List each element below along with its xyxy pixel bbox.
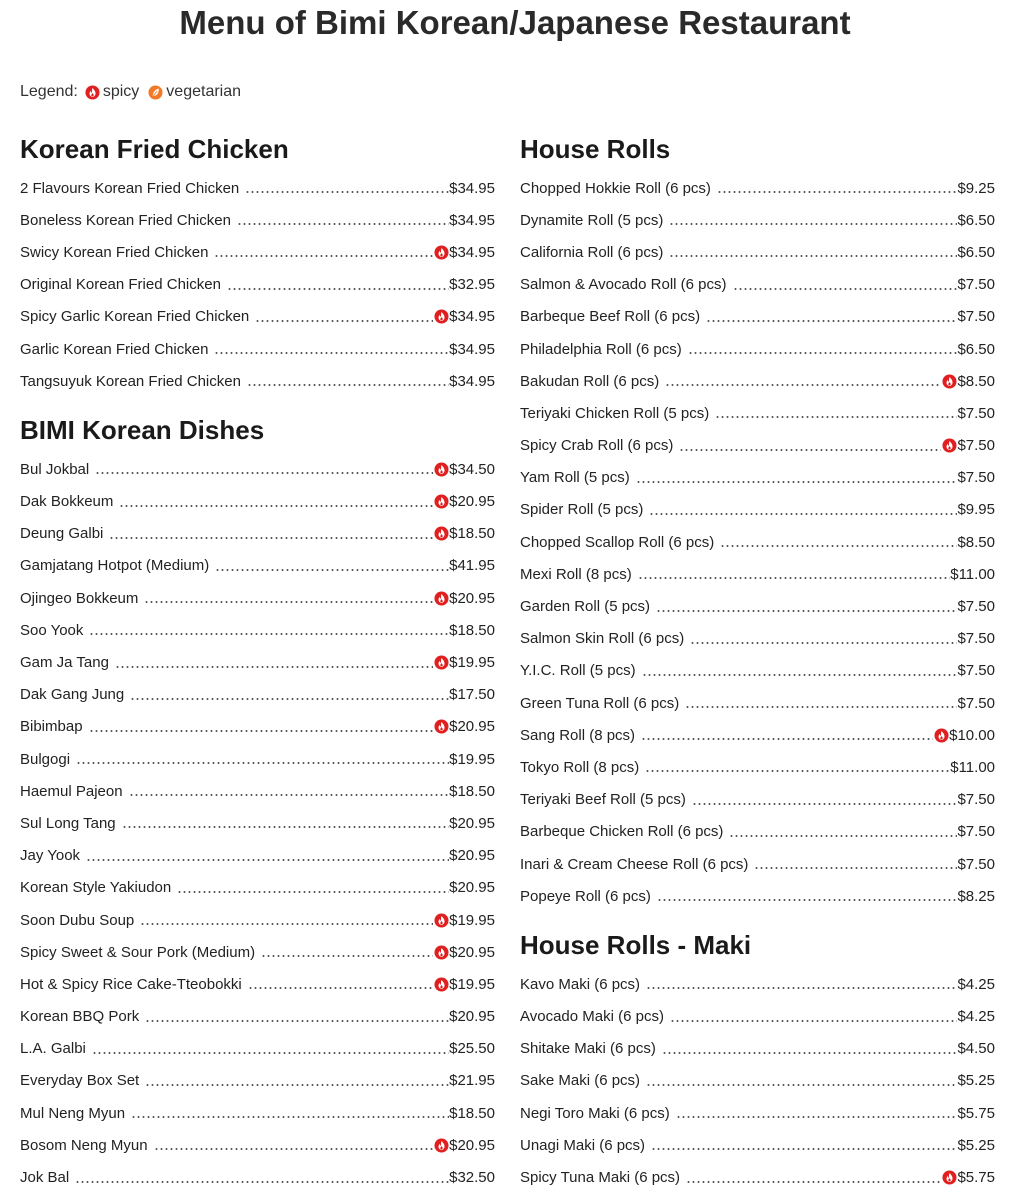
menu-item [520, 1129, 995, 1161]
spicy-marker [434, 977, 449, 992]
dot-leader [144, 600, 433, 604]
menu-item-price: $20.95 [449, 814, 495, 832]
menu-item-name: Philadelphia Roll (6 pcs) [520, 340, 682, 358]
menu-items [520, 968, 995, 1193]
menu-item-price: $7.50 [957, 437, 995, 455]
menu-item-name: Gam Ja Tang [20, 654, 109, 672]
dot-leader [237, 222, 449, 226]
menu-item-price: $9.25 [957, 179, 995, 197]
menu-item-price: $10.00 [949, 726, 995, 744]
menu-item-price: $7.50 [957, 855, 995, 873]
dot-leader [255, 319, 433, 323]
dot-leader [214, 254, 433, 258]
menu-item-price: $5.25 [957, 1072, 995, 1090]
menu-item-name: Salmon & Avocado Roll (6 pcs) [520, 276, 727, 294]
menu-item-price: $21.95 [449, 1072, 495, 1090]
menu-item [520, 590, 995, 622]
menu-item [520, 1001, 995, 1033]
menu-item [20, 904, 495, 936]
menu-item-name: Sake Maki (6 pcs) [520, 1072, 641, 1090]
menu-item-name: Negi Toro Maki (6 pcs) [520, 1104, 670, 1122]
dot-leader [227, 287, 449, 291]
menu-item-price: $7.50 [957, 404, 995, 422]
menu-item-price: $20.95 [449, 847, 495, 865]
menu-item [20, 1001, 495, 1033]
section-title: BIMI Korean Dishes [20, 415, 265, 446]
menu-item-name: Bulgogi [20, 750, 71, 768]
menu-item [520, 301, 995, 333]
menu-item [520, 719, 995, 751]
menu-item [20, 453, 495, 485]
menu-item-name: Kavo Maki (6 pcs) [520, 975, 641, 993]
menu-item-name: Mul Neng Myun [20, 1104, 126, 1122]
spicy-marker [942, 1170, 957, 1185]
menu-item-name: Chopped Hokkie Roll (6 pcs) [520, 179, 711, 197]
dot-leader [76, 761, 449, 765]
menu-item [520, 880, 995, 912]
menu-item-name: Spider Roll (5 pcs) [520, 501, 644, 519]
menu-item-name: Bosom Neng Myun [20, 1136, 148, 1154]
menu-item-price: $20.95 [449, 589, 495, 607]
menu-item-name: Y.I.C. Roll (5 pcs) [520, 662, 636, 680]
menu-item [20, 1097, 495, 1129]
menu-item-name: Green Tuna Roll (6 pcs) [520, 694, 680, 712]
menu-item [520, 204, 995, 236]
menu-item [520, 687, 995, 719]
dot-leader [676, 1115, 958, 1119]
dot-leader [733, 287, 958, 291]
section-title: House Rolls [520, 134, 671, 164]
menu-column-left [20, 132, 495, 1194]
menu-item-price: $8.50 [957, 372, 995, 390]
menu-item [520, 1065, 995, 1097]
dot-leader [245, 190, 449, 194]
flame-icon [434, 719, 449, 734]
menu-item [20, 775, 495, 807]
dot-leader [688, 351, 958, 355]
menu-item [20, 236, 495, 268]
dot-leader [154, 1147, 434, 1151]
menu-item-price: $7.50 [957, 694, 995, 712]
menu-item [20, 301, 495, 333]
menu-item-price: $19.95 [449, 654, 495, 672]
menu-item-price: $9.95 [957, 501, 995, 519]
menu-item [20, 679, 495, 711]
dot-leader [649, 512, 957, 516]
menu-item-name: Tangsuyuk Korean Fried Chicken [20, 372, 241, 390]
legend-spicy [85, 83, 139, 101]
menu-item-price: $8.50 [957, 533, 995, 551]
flame-icon [434, 245, 449, 260]
menu-item-name: Haemul Pajeon [20, 782, 123, 800]
menu-item-price: $7.50 [957, 276, 995, 294]
menu-item [20, 333, 495, 365]
dot-leader [692, 802, 958, 806]
menu-item-price: $7.50 [957, 469, 995, 487]
dot-leader [140, 922, 433, 926]
dot-leader [248, 986, 433, 990]
dot-leader [685, 705, 957, 709]
flame-icon [942, 374, 957, 389]
spicy-marker [434, 309, 449, 324]
menu-item [520, 494, 995, 526]
menu-item-name: Boneless Korean Fried Chicken [20, 211, 231, 229]
dot-leader [115, 665, 433, 669]
menu-item-name: Mexi Roll (8 pcs) [520, 565, 632, 583]
dot-leader [670, 1019, 958, 1023]
menu-item [520, 269, 995, 301]
menu-item-name: Spicy Crab Roll (6 pcs) [520, 437, 674, 455]
menu-item-price: $20.95 [449, 718, 495, 736]
legend-spicy-label: spicy [102, 83, 140, 100]
dot-leader [641, 737, 933, 741]
menu-item-price: $32.95 [449, 276, 495, 294]
menu-item-name: Dak Bokkeum [20, 493, 114, 511]
menu-item-name: Korean Style Yakiudon [20, 879, 172, 897]
flame-icon [434, 462, 449, 477]
spicy-marker [942, 374, 957, 389]
dot-leader [646, 1083, 957, 1087]
menu-item [20, 204, 495, 236]
menu-item-name: Jay Yook [20, 847, 81, 865]
flame-icon [434, 526, 449, 541]
dot-leader [690, 641, 957, 645]
legend-label: Legend: [20, 83, 78, 100]
menu-item-name: Tokyo Roll (8 pcs) [520, 758, 640, 776]
menu-item-price: $32.50 [449, 1169, 495, 1187]
menu-item [520, 1097, 995, 1129]
menu-section [520, 132, 995, 912]
menu-item-price: $18.50 [449, 525, 495, 543]
dot-leader [89, 729, 434, 733]
menu-item-name: Inari & Cream Cheese Roll (6 pcs) [520, 855, 749, 873]
menu-items [20, 453, 495, 1193]
dot-leader [645, 769, 950, 773]
menu-item-price: $11.00 [950, 758, 995, 776]
spicy-marker [934, 728, 949, 743]
dot-leader [75, 1180, 449, 1184]
section-title: House Rolls - Maki [520, 930, 752, 961]
menu-item [520, 236, 995, 268]
spicy-marker [434, 526, 449, 541]
menu-item [20, 486, 495, 518]
menu-item-price: $19.95 [449, 911, 495, 929]
dot-leader [131, 1115, 449, 1119]
dot-leader [86, 858, 449, 862]
spicy-marker [942, 438, 957, 453]
menu-item [520, 816, 995, 848]
dot-leader [636, 480, 958, 484]
menu-item [520, 172, 995, 204]
dot-leader [129, 793, 450, 797]
dot-leader [89, 632, 449, 636]
dot-leader [638, 576, 951, 580]
menu-item-name: Salmon Skin Roll (6 pcs) [520, 630, 685, 648]
menu-item-price: $6.50 [957, 340, 995, 358]
dot-leader [717, 190, 958, 194]
menu-item [20, 582, 495, 614]
menu-item-price: $11.00 [950, 565, 995, 583]
flame-icon [934, 728, 949, 743]
menu-item [20, 936, 495, 968]
menu-item-name: L.A. Galbi [20, 1040, 86, 1058]
flame-icon [85, 85, 100, 100]
menu-item-name: Teriyaki Chicken Roll (5 pcs) [520, 404, 710, 422]
menu-section [20, 413, 495, 1193]
menu-item-price: $4.25 [957, 975, 995, 993]
dot-leader [669, 254, 957, 258]
menu-item-price: $20.95 [449, 943, 495, 961]
menu-item-name: Bakudan Roll (6 pcs) [520, 372, 660, 390]
menu-item-name: Dynamite Roll (5 pcs) [520, 211, 664, 229]
menu-item [20, 1065, 495, 1097]
menu-item-price: $18.50 [449, 782, 495, 800]
menu-item-price: $34.95 [449, 179, 495, 197]
dot-leader [247, 383, 449, 387]
dot-leader [92, 1051, 449, 1055]
menu-item-name: Bul Jokbal [20, 460, 90, 478]
dot-leader [145, 1083, 449, 1087]
menu-item-price: $20.95 [449, 493, 495, 511]
dot-leader [686, 1180, 941, 1184]
legend [20, 82, 250, 102]
menu-item-name: Yam Roll (5 pcs) [520, 469, 630, 487]
dot-leader [656, 609, 957, 613]
flame-icon [434, 1138, 449, 1153]
dot-leader [754, 866, 957, 870]
spicy-marker [434, 462, 449, 477]
menu-item-name: Popeye Roll (6 pcs) [520, 887, 651, 905]
menu-item-name: Soon Dubu Soup [20, 911, 135, 929]
menu-item [20, 840, 495, 872]
menu-item-name: Unagi Maki (6 pcs) [520, 1136, 646, 1154]
spicy-marker [434, 494, 449, 509]
menu-item [520, 1161, 995, 1193]
menu-item [20, 968, 495, 1000]
menu-item [20, 550, 495, 582]
menu-item-price: $7.50 [957, 823, 995, 841]
menu-item-price: $41.95 [449, 557, 495, 575]
menu-item-price: $18.50 [449, 621, 495, 639]
menu-item-price: $7.50 [957, 630, 995, 648]
dot-leader [679, 448, 941, 452]
menu-item-price: $4.50 [957, 1040, 995, 1058]
menu-item [520, 397, 995, 429]
menu-item-name: Deung Galbi [20, 525, 104, 543]
menu-item [520, 430, 995, 462]
menu-item [20, 1033, 495, 1065]
menu-item-name: Gamjatang Hotpot (Medium) [20, 557, 210, 575]
dot-leader [642, 673, 958, 677]
menu-item-name: Swicy Korean Fried Chicken [20, 243, 209, 261]
menu-item-price: $18.50 [449, 1104, 495, 1122]
dot-leader [109, 536, 433, 540]
flame-icon [434, 655, 449, 670]
menu-item-price: $20.95 [449, 1136, 495, 1154]
menu-item [20, 614, 495, 646]
menu-section [20, 132, 495, 397]
menu-item-price: $34.95 [449, 243, 495, 261]
spicy-marker [434, 245, 449, 260]
menu-item-price: $34.50 [449, 460, 495, 478]
menu-item-name: Spicy Tuna Maki (6 pcs) [520, 1169, 681, 1187]
spicy-marker [434, 719, 449, 734]
flame-icon [434, 945, 449, 960]
menu-item-name: Sang Roll (8 pcs) [520, 726, 636, 744]
dot-leader [119, 504, 433, 508]
menu-item-name: Jok Bal [20, 1169, 70, 1187]
menu-item-price: $20.95 [449, 1008, 495, 1026]
spicy-marker [434, 945, 449, 960]
menu-item [520, 365, 995, 397]
menu-item [20, 172, 495, 204]
menu-item-price: $5.75 [957, 1169, 995, 1187]
dot-leader [177, 890, 449, 894]
menu-item-name: Spicy Garlic Korean Fried Chicken [20, 308, 250, 326]
menu-item [520, 848, 995, 880]
menu-item-price: $6.50 [957, 211, 995, 229]
menu-item-name: Everyday Box Set [20, 1072, 140, 1090]
dot-leader [729, 834, 957, 838]
dot-leader [145, 1019, 449, 1023]
dot-leader [215, 568, 449, 572]
menu-item [20, 269, 495, 301]
dot-leader [665, 383, 941, 387]
menu-item [20, 646, 495, 678]
menu-item [20, 807, 495, 839]
menu-item [20, 1161, 495, 1193]
menu-item [20, 872, 495, 904]
menu-item-price: $19.95 [449, 975, 495, 993]
menu-item [520, 526, 995, 558]
flame-icon [434, 309, 449, 324]
menu-item-price: $5.25 [957, 1136, 995, 1154]
menu-items [520, 172, 995, 912]
leaf-icon [148, 85, 163, 100]
menu-item-price: $34.95 [449, 372, 495, 390]
menu-item-price: $19.95 [449, 750, 495, 768]
flame-icon [434, 913, 449, 928]
dot-leader [646, 986, 957, 990]
menu-item-name: Chopped Scallop Roll (6 pcs) [520, 533, 715, 551]
dot-leader [720, 544, 957, 548]
menu-item-price: $8.25 [957, 887, 995, 905]
dot-leader [657, 898, 958, 902]
dot-leader [669, 222, 957, 226]
menu-item-price: $34.95 [449, 340, 495, 358]
dot-leader [706, 319, 957, 323]
menu-item-name: California Roll (6 pcs) [520, 243, 664, 261]
menu-item-name: Bibimbap [20, 718, 83, 736]
menu-item [20, 743, 495, 775]
menu-item-name: Garden Roll (5 pcs) [520, 598, 651, 616]
menu-item-price: $7.50 [957, 662, 995, 680]
menu-item [520, 784, 995, 816]
menu-item-name: Soo Yook [20, 621, 84, 639]
menu-item-name: Korean BBQ Pork [20, 1008, 140, 1026]
flame-icon [434, 494, 449, 509]
menu-item-name: Teriyaki Beef Roll (5 pcs) [520, 791, 686, 809]
menu-item [520, 462, 995, 494]
menu-item [520, 1033, 995, 1065]
menu-item-price: $34.95 [449, 308, 495, 326]
menu-item [20, 711, 495, 743]
menu-item-name: Original Korean Fried Chicken [20, 276, 221, 294]
flame-icon [434, 977, 449, 992]
page-title: Menu of Bimi Korean/Japanese Restaurant [179, 4, 851, 41]
menu-item-price: $25.50 [449, 1040, 495, 1058]
dot-leader [130, 697, 449, 701]
menu-item-name: Shitake Maki (6 pcs) [520, 1040, 656, 1058]
menu-item-name: Hot & Spicy Rice Cake-Tteobokki [20, 975, 242, 993]
menu-item [20, 518, 495, 550]
menu-item-name: Garlic Korean Fried Chicken [20, 340, 209, 358]
dot-leader [715, 415, 957, 419]
legend-vegetarian-label: vegetarian [166, 83, 242, 100]
menu-item-name: Ojingeo Bokkeum [20, 589, 139, 607]
flame-icon [942, 1170, 957, 1185]
menu-item-price: $5.75 [957, 1104, 995, 1122]
menu-item [520, 623, 995, 655]
flame-icon [434, 591, 449, 606]
legend-vegetarian [148, 83, 241, 101]
menu-item-name: Sul Long Tang [20, 814, 116, 832]
menu-item-name: Barbeque Chicken Roll (6 pcs) [520, 823, 724, 841]
menu-section [520, 928, 995, 1193]
spicy-marker [434, 913, 449, 928]
dot-leader [214, 351, 449, 355]
menu-item [520, 655, 995, 687]
spicy-marker [434, 591, 449, 606]
menu-item-name: Barbeque Beef Roll (6 pcs) [520, 308, 701, 326]
dot-leader [651, 1147, 957, 1151]
menu-item-price: $20.95 [449, 879, 495, 897]
menu-item-price: $7.50 [957, 308, 995, 326]
flame-icon [942, 438, 957, 453]
menu-item-name: 2 Flavours Korean Fried Chicken [20, 179, 240, 197]
menu-item-price: $34.95 [449, 211, 495, 229]
dot-leader [122, 825, 449, 829]
section-title: Korean Fried Chicken [20, 134, 289, 164]
spicy-marker [434, 655, 449, 670]
spicy-marker [434, 1138, 449, 1153]
menu-item [20, 365, 495, 397]
menu-item-price: $7.50 [957, 791, 995, 809]
menu-column-right [520, 132, 995, 1194]
menu-item [520, 333, 995, 365]
dot-leader [662, 1051, 958, 1055]
menu-item [520, 968, 995, 1000]
menu-item [520, 751, 995, 783]
menu-item [20, 1129, 495, 1161]
menu-item [520, 558, 995, 590]
menu-item-price: $4.25 [957, 1008, 995, 1026]
menu-item-price: $17.50 [449, 686, 495, 704]
menu-item-name: Spicy Sweet & Sour Pork (Medium) [20, 943, 256, 961]
menu-item-name: Avocado Maki (6 pcs) [520, 1008, 664, 1026]
menu-item-price: $6.50 [957, 243, 995, 261]
menu-items [20, 172, 495, 397]
menu-item-price: $7.50 [957, 598, 995, 616]
menu-item-name: Dak Gang Jung [20, 686, 125, 704]
dot-leader [261, 954, 433, 958]
dot-leader [95, 471, 433, 475]
